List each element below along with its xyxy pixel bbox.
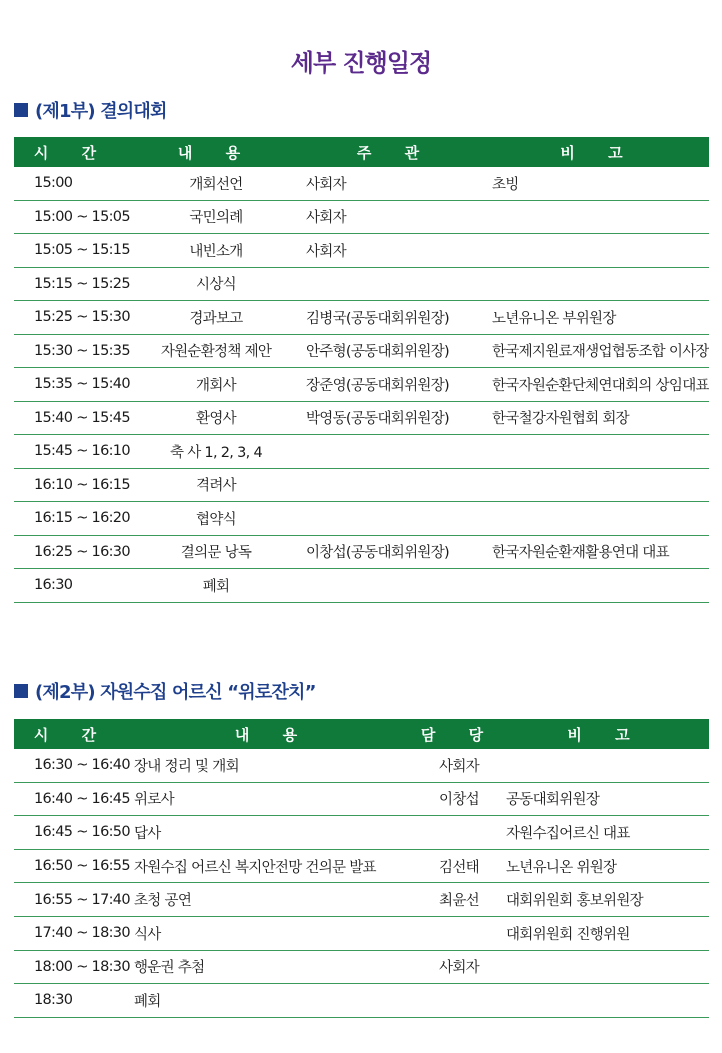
header-note: 비 고	[502, 719, 709, 749]
cell-time: 16:55 ~ 17:40	[14, 883, 130, 917]
header-time: 시 간	[14, 137, 130, 167]
cell-host: 사회자	[302, 234, 488, 268]
cell-time: 17:40 ~ 18:30	[14, 916, 130, 950]
cell-content: 축 사 1, 2, 3, 4	[130, 435, 302, 469]
cell-content: 식사	[130, 916, 416, 950]
table-row	[14, 849, 709, 883]
cell-content: 자원순환정책 제안	[130, 334, 302, 368]
cell-note: 자원수집어르신 대표	[502, 816, 709, 850]
cell-owner: 이창섭	[416, 782, 502, 816]
table-row	[14, 916, 709, 950]
table-header-row	[14, 719, 709, 749]
table-row	[14, 883, 709, 917]
cell-note: 한국철강자원협회 회장	[488, 401, 709, 435]
table-row	[14, 950, 709, 984]
cell-note: 대회위원회 홍보위원장	[502, 883, 709, 917]
cell-note	[488, 234, 709, 268]
cell-note	[488, 267, 709, 301]
cell-note: 한국자원순환재활용연대 대표	[488, 535, 709, 569]
section-heading-text: (제1부) 결의대회	[35, 101, 167, 122]
cell-host	[302, 468, 488, 502]
table-row	[14, 301, 709, 335]
cell-host	[302, 569, 488, 603]
cell-content: 행운권 추첨	[130, 950, 416, 984]
cell-note: 대회위원회 진행위원	[502, 916, 709, 950]
section-heading-part1	[14, 97, 167, 123]
cell-owner: 최윤선	[416, 883, 502, 917]
table-row	[14, 816, 709, 850]
cell-owner	[416, 816, 502, 850]
cell-content: 장내 정리 및 개회	[130, 749, 416, 782]
cell-note	[488, 200, 709, 234]
cell-content: 협약식	[130, 502, 302, 536]
cell-note: 노년유니온 부위원장	[488, 301, 709, 335]
cell-time: 16:15 ~ 16:20	[14, 502, 130, 536]
table-row	[14, 334, 709, 368]
cell-time: 18:30	[14, 984, 130, 1018]
cell-content: 결의문 낭독	[130, 535, 302, 569]
table-row	[14, 368, 709, 402]
cell-host: 장준영(공동대회위원장)	[302, 368, 488, 402]
cell-host: 김병국(공동대회위원장)	[302, 301, 488, 335]
cell-note: 노년유니온 위원장	[502, 849, 709, 883]
cell-content: 내빈소개	[130, 234, 302, 268]
cell-note	[502, 984, 709, 1018]
cell-time: 15:00 ~ 15:05	[14, 200, 130, 234]
table-row	[14, 401, 709, 435]
square-bullet-icon	[14, 103, 28, 117]
section-heading-text: (제2부) 자원수집 어르신 “위로잔치”	[35, 682, 316, 703]
cell-host	[302, 267, 488, 301]
cell-host	[302, 435, 488, 469]
cell-owner: 김선태	[416, 849, 502, 883]
cell-content: 국민의례	[130, 200, 302, 234]
table-row	[14, 435, 709, 469]
section-heading-part2	[14, 678, 316, 704]
header-content: 내 용	[130, 137, 302, 167]
table-header-row	[14, 137, 709, 167]
cell-host	[302, 502, 488, 536]
cell-time: 16:30	[14, 569, 130, 603]
cell-content: 자원수집 어르신 복지안전망 건의문 발표	[130, 849, 416, 883]
cell-time: 16:50 ~ 16:55	[14, 849, 130, 883]
table-row	[14, 782, 709, 816]
cell-owner: 사회자	[416, 950, 502, 984]
schedule-table-part2	[14, 719, 709, 1018]
cell-time: 15:30 ~ 15:35	[14, 334, 130, 368]
cell-note: 초빙	[488, 167, 709, 200]
cell-content: 폐회	[130, 569, 302, 603]
header-note: 비 고	[488, 137, 709, 167]
cell-host: 박영동(공동대회위원장)	[302, 401, 488, 435]
cell-host: 사회자	[302, 200, 488, 234]
cell-content: 격려사	[130, 468, 302, 502]
cell-time: 16:30 ~ 16:40	[14, 749, 130, 782]
cell-time: 16:10 ~ 16:15	[14, 468, 130, 502]
cell-time: 15:45 ~ 16:10	[14, 435, 130, 469]
cell-time: 15:05 ~ 15:15	[14, 234, 130, 268]
table-row	[14, 267, 709, 301]
table-row	[14, 984, 709, 1018]
table-row	[14, 200, 709, 234]
cell-time: 16:45 ~ 16:50	[14, 816, 130, 850]
schedule-table-part1	[14, 137, 709, 603]
cell-content: 환영사	[130, 401, 302, 435]
cell-note	[488, 468, 709, 502]
table-row	[14, 502, 709, 536]
cell-content: 개회사	[130, 368, 302, 402]
table-row	[14, 468, 709, 502]
cell-content: 경과보고	[130, 301, 302, 335]
cell-time: 16:40 ~ 16:45	[14, 782, 130, 816]
cell-host: 안주형(공동대회위원장)	[302, 334, 488, 368]
cell-time: 18:00 ~ 18:30	[14, 950, 130, 984]
cell-note: 한국자원순환단체연대회의 상임대표	[488, 368, 709, 402]
cell-time: 15:25 ~ 15:30	[14, 301, 130, 335]
cell-note	[488, 435, 709, 469]
cell-owner	[416, 984, 502, 1018]
cell-content: 시상식	[130, 267, 302, 301]
cell-content: 초청 공연	[130, 883, 416, 917]
cell-owner	[416, 916, 502, 950]
header-owner: 담 당	[416, 719, 502, 749]
cell-note: 한국제지원료재생업협동조합 이사장	[488, 334, 709, 368]
table-row	[14, 569, 709, 603]
cell-time: 15:00	[14, 167, 130, 200]
cell-note	[502, 749, 709, 782]
cell-time: 15:40 ~ 15:45	[14, 401, 130, 435]
table-row	[14, 167, 709, 200]
cell-note: 공동대회위원장	[502, 782, 709, 816]
cell-owner: 사회자	[416, 749, 502, 782]
cell-host: 사회자	[302, 167, 488, 200]
table-row	[14, 234, 709, 268]
table-row	[14, 749, 709, 782]
cell-host: 이창섭(공동대회위원장)	[302, 535, 488, 569]
cell-content: 답사	[130, 816, 416, 850]
table-row	[14, 535, 709, 569]
cell-note	[488, 569, 709, 603]
cell-note	[488, 502, 709, 536]
cell-time: 16:25 ~ 16:30	[14, 535, 130, 569]
square-bullet-icon	[14, 684, 28, 698]
cell-time: 15:35 ~ 15:40	[14, 368, 130, 402]
page-title: 세부 진행일정	[290, 49, 432, 77]
cell-time: 15:15 ~ 15:25	[14, 267, 130, 301]
header-time: 시 간	[14, 719, 130, 749]
header-host: 주 관	[302, 137, 488, 167]
cell-content: 개회선언	[130, 167, 302, 200]
cell-content: 위로사	[130, 782, 416, 816]
cell-content: 폐회	[130, 984, 416, 1018]
cell-note	[502, 950, 709, 984]
header-content: 내 용	[130, 719, 416, 749]
